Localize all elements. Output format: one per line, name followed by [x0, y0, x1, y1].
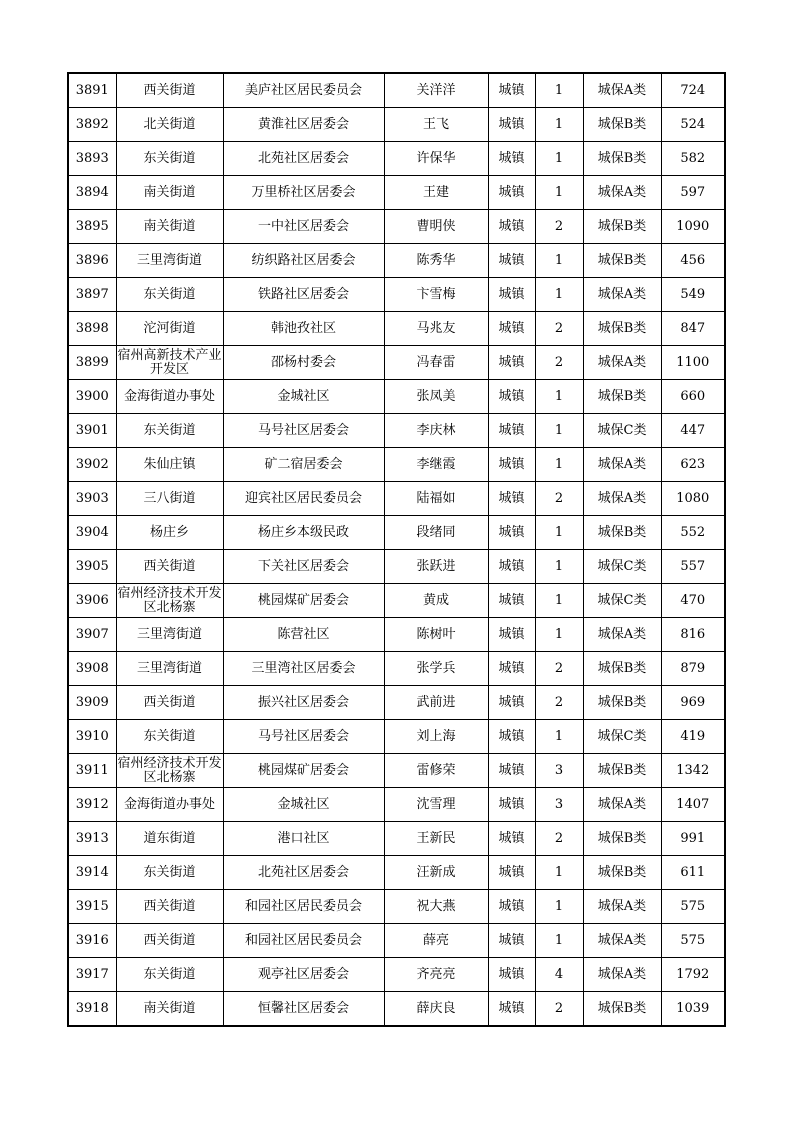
- street-office-cell: 宿州经济技术开发区北杨寨: [116, 754, 223, 788]
- street-office-cell: 西关街道: [116, 686, 223, 720]
- community-cell: 一中社区居委会: [223, 210, 384, 244]
- household-count-cell: 1: [535, 618, 583, 652]
- person-name-cell: 祝大燕: [384, 890, 488, 924]
- household-count-cell: 1: [535, 550, 583, 584]
- person-name-cell: 卞雪梅: [384, 278, 488, 312]
- record-number-cell: 3895: [68, 210, 116, 244]
- community-cell: 三里湾社区居委会: [223, 652, 384, 686]
- record-number-cell: 3908: [68, 652, 116, 686]
- community-cell: 和园社区居民委员会: [223, 890, 384, 924]
- record-number-cell: 3891: [68, 73, 116, 108]
- street-office-cell: 东关街道: [116, 856, 223, 890]
- amount-cell: 549: [661, 278, 725, 312]
- person-name-cell: 王飞: [384, 108, 488, 142]
- person-name-cell: 李继霞: [384, 448, 488, 482]
- table-row: [68, 176, 725, 210]
- community-cell: 迎宾社区居民委员会: [223, 482, 384, 516]
- community-cell: 北苑社区居委会: [223, 856, 384, 890]
- table-row: [68, 346, 725, 380]
- household-count-cell: 1: [535, 448, 583, 482]
- table-row: [68, 992, 725, 1027]
- amount-cell: 623: [661, 448, 725, 482]
- person-name-cell: 许保华: [384, 142, 488, 176]
- community-cell: 美庐社区居民委员会: [223, 73, 384, 108]
- table-row: [68, 754, 725, 788]
- record-number-cell: 3912: [68, 788, 116, 822]
- area-type-cell: 城镇: [488, 312, 535, 346]
- household-count-cell: 1: [535, 142, 583, 176]
- household-count-cell: 2: [535, 210, 583, 244]
- assistance-category-cell: 城保A类: [583, 482, 661, 516]
- assistance-category-cell: 城保B类: [583, 652, 661, 686]
- table-row: [68, 414, 725, 448]
- community-cell: 金城社区: [223, 788, 384, 822]
- assistance-category-cell: 城保B类: [583, 754, 661, 788]
- community-cell: 和园社区居民委员会: [223, 924, 384, 958]
- person-name-cell: 冯春雷: [384, 346, 488, 380]
- person-name-cell: 关洋洋: [384, 73, 488, 108]
- assistance-category-cell: 城保C类: [583, 584, 661, 618]
- table-row: [68, 142, 725, 176]
- person-name-cell: 薛亮: [384, 924, 488, 958]
- assistance-category-cell: 城保A类: [583, 788, 661, 822]
- assistance-category-cell: 城保B类: [583, 108, 661, 142]
- area-type-cell: 城镇: [488, 142, 535, 176]
- household-count-cell: 3: [535, 788, 583, 822]
- amount-cell: 879: [661, 652, 725, 686]
- assistance-category-cell: 城保A类: [583, 924, 661, 958]
- area-type-cell: 城镇: [488, 890, 535, 924]
- area-type-cell: 城镇: [488, 244, 535, 278]
- amount-cell: 582: [661, 142, 725, 176]
- table-row: [68, 652, 725, 686]
- person-name-cell: 王建: [384, 176, 488, 210]
- community-cell: 陈营社区: [223, 618, 384, 652]
- amount-cell: 557: [661, 550, 725, 584]
- street-office-cell: 南关街道: [116, 210, 223, 244]
- assistance-category-cell: 城保A类: [583, 278, 661, 312]
- household-count-cell: 2: [535, 686, 583, 720]
- community-cell: 港口社区: [223, 822, 384, 856]
- assistance-category-cell: 城保B类: [583, 856, 661, 890]
- area-type-cell: 城镇: [488, 992, 535, 1027]
- household-count-cell: 1: [535, 516, 583, 550]
- amount-cell: 552: [661, 516, 725, 550]
- person-name-cell: 马兆友: [384, 312, 488, 346]
- assistance-category-cell: 城保A类: [583, 176, 661, 210]
- street-office-cell: 宿州经济技术开发区北杨寨: [116, 584, 223, 618]
- record-number-cell: 3909: [68, 686, 116, 720]
- amount-cell: 575: [661, 890, 725, 924]
- table-row: [68, 448, 725, 482]
- person-name-cell: 雷修荣: [384, 754, 488, 788]
- assistance-category-cell: 城保B类: [583, 380, 661, 414]
- person-name-cell: 刘上海: [384, 720, 488, 754]
- street-office-cell: 朱仙庄镇: [116, 448, 223, 482]
- amount-cell: 1100: [661, 346, 725, 380]
- street-office-cell: 东关街道: [116, 958, 223, 992]
- person-name-cell: 武前进: [384, 686, 488, 720]
- record-number-cell: 3916: [68, 924, 116, 958]
- person-name-cell: 曹明侠: [384, 210, 488, 244]
- table-row: [68, 788, 725, 822]
- amount-cell: 575: [661, 924, 725, 958]
- street-office-cell: 西关街道: [116, 924, 223, 958]
- area-type-cell: 城镇: [488, 73, 535, 108]
- record-number-cell: 3899: [68, 346, 116, 380]
- record-number-cell: 3894: [68, 176, 116, 210]
- area-type-cell: 城镇: [488, 788, 535, 822]
- table-row: [68, 312, 725, 346]
- table-row: [68, 380, 725, 414]
- street-office-cell: 北关街道: [116, 108, 223, 142]
- assistance-category-cell: 城保B类: [583, 210, 661, 244]
- record-number-cell: 3915: [68, 890, 116, 924]
- table-row: [68, 686, 725, 720]
- community-cell: 杨庄乡本级民政: [223, 516, 384, 550]
- street-office-cell: 三里湾街道: [116, 244, 223, 278]
- street-office-cell: 南关街道: [116, 992, 223, 1027]
- area-type-cell: 城镇: [488, 584, 535, 618]
- community-cell: 桃园煤矿居委会: [223, 754, 384, 788]
- street-office-cell: 三八街道: [116, 482, 223, 516]
- amount-cell: 660: [661, 380, 725, 414]
- household-count-cell: 1: [535, 73, 583, 108]
- community-cell: 桃园煤矿居委会: [223, 584, 384, 618]
- area-type-cell: 城镇: [488, 448, 535, 482]
- assistance-category-cell: 城保B类: [583, 142, 661, 176]
- amount-cell: 1080: [661, 482, 725, 516]
- record-number-cell: 3896: [68, 244, 116, 278]
- record-number-cell: 3917: [68, 958, 116, 992]
- assistance-category-cell: 城保A类: [583, 73, 661, 108]
- area-type-cell: 城镇: [488, 720, 535, 754]
- street-office-cell: 宿州高新技术产业开发区: [116, 346, 223, 380]
- household-count-cell: 2: [535, 822, 583, 856]
- record-number-cell: 3910: [68, 720, 116, 754]
- area-type-cell: 城镇: [488, 108, 535, 142]
- assistance-category-cell: 城保B类: [583, 822, 661, 856]
- street-office-cell: 金海街道办事处: [116, 380, 223, 414]
- record-number-cell: 3903: [68, 482, 116, 516]
- street-office-cell: 金海街道办事处: [116, 788, 223, 822]
- person-name-cell: 齐亮亮: [384, 958, 488, 992]
- household-count-cell: 2: [535, 312, 583, 346]
- community-cell: 马号社区居委会: [223, 720, 384, 754]
- person-name-cell: 陆福如: [384, 482, 488, 516]
- assistance-category-cell: 城保B类: [583, 312, 661, 346]
- household-count-cell: 1: [535, 278, 583, 312]
- table-body: [68, 73, 725, 1026]
- household-count-cell: 1: [535, 176, 583, 210]
- record-number-cell: 3904: [68, 516, 116, 550]
- assistance-category-cell: 城保A类: [583, 448, 661, 482]
- record-number-cell: 3902: [68, 448, 116, 482]
- household-count-cell: 4: [535, 958, 583, 992]
- record-number-cell: 3901: [68, 414, 116, 448]
- table-row: [68, 210, 725, 244]
- record-number-cell: 3898: [68, 312, 116, 346]
- person-name-cell: 段绪同: [384, 516, 488, 550]
- amount-cell: 1039: [661, 992, 725, 1027]
- street-office-cell: 东关街道: [116, 142, 223, 176]
- record-number-cell: 3893: [68, 142, 116, 176]
- table-row: [68, 958, 725, 992]
- area-type-cell: 城镇: [488, 278, 535, 312]
- area-type-cell: 城镇: [488, 414, 535, 448]
- community-cell: 观亭社区居委会: [223, 958, 384, 992]
- amount-cell: 419: [661, 720, 725, 754]
- amount-cell: 1342: [661, 754, 725, 788]
- amount-cell: 1407: [661, 788, 725, 822]
- person-name-cell: 张跃进: [384, 550, 488, 584]
- street-office-cell: 东关街道: [116, 720, 223, 754]
- household-count-cell: 1: [535, 244, 583, 278]
- household-count-cell: 2: [535, 482, 583, 516]
- household-count-cell: 1: [535, 380, 583, 414]
- area-type-cell: 城镇: [488, 686, 535, 720]
- person-name-cell: 黄成: [384, 584, 488, 618]
- assistance-category-cell: 城保A类: [583, 346, 661, 380]
- street-office-cell: 沱河街道: [116, 312, 223, 346]
- record-number-cell: 3914: [68, 856, 116, 890]
- area-type-cell: 城镇: [488, 754, 535, 788]
- area-type-cell: 城镇: [488, 210, 535, 244]
- amount-cell: 524: [661, 108, 725, 142]
- area-type-cell: 城镇: [488, 924, 535, 958]
- assistance-category-cell: 城保B类: [583, 686, 661, 720]
- person-name-cell: 李庆林: [384, 414, 488, 448]
- person-name-cell: 沈雪理: [384, 788, 488, 822]
- amount-cell: 611: [661, 856, 725, 890]
- community-cell: 下关社区居委会: [223, 550, 384, 584]
- table-row: [68, 856, 725, 890]
- household-count-cell: 1: [535, 924, 583, 958]
- household-count-cell: 3: [535, 754, 583, 788]
- community-cell: 金城社区: [223, 380, 384, 414]
- area-type-cell: 城镇: [488, 652, 535, 686]
- household-count-cell: 1: [535, 584, 583, 618]
- household-count-cell: 1: [535, 890, 583, 924]
- street-office-cell: 西关街道: [116, 550, 223, 584]
- assistance-category-cell: 城保A类: [583, 618, 661, 652]
- street-office-cell: 西关街道: [116, 890, 223, 924]
- street-office-cell: 杨庄乡: [116, 516, 223, 550]
- community-cell: 铁路社区居委会: [223, 278, 384, 312]
- street-office-cell: 东关街道: [116, 414, 223, 448]
- household-count-cell: 1: [535, 856, 583, 890]
- table-row: [68, 924, 725, 958]
- area-type-cell: 城镇: [488, 958, 535, 992]
- area-type-cell: 城镇: [488, 482, 535, 516]
- household-count-cell: 2: [535, 992, 583, 1027]
- community-cell: 矿二宿居委会: [223, 448, 384, 482]
- record-number-cell: 3900: [68, 380, 116, 414]
- street-office-cell: 南关街道: [116, 176, 223, 210]
- area-type-cell: 城镇: [488, 176, 535, 210]
- record-number-cell: 3906: [68, 584, 116, 618]
- area-type-cell: 城镇: [488, 822, 535, 856]
- assistance-category-cell: 城保A类: [583, 958, 661, 992]
- community-cell: 黄淮社区居委会: [223, 108, 384, 142]
- household-count-cell: 1: [535, 414, 583, 448]
- record-number-cell: 3911: [68, 754, 116, 788]
- table-row: [68, 584, 725, 618]
- household-count-cell: 2: [535, 652, 583, 686]
- household-count-cell: 1: [535, 720, 583, 754]
- table-row: [68, 278, 725, 312]
- amount-cell: 847: [661, 312, 725, 346]
- amount-cell: 1090: [661, 210, 725, 244]
- assistance-category-cell: 城保B类: [583, 992, 661, 1027]
- assistance-category-cell: 城保C类: [583, 720, 661, 754]
- amount-cell: 991: [661, 822, 725, 856]
- table-row: [68, 516, 725, 550]
- area-type-cell: 城镇: [488, 516, 535, 550]
- community-cell: 韩池孜社区: [223, 312, 384, 346]
- table-row: [68, 482, 725, 516]
- person-name-cell: 张学兵: [384, 652, 488, 686]
- person-name-cell: 陈秀华: [384, 244, 488, 278]
- assistance-category-cell: 城保C类: [583, 414, 661, 448]
- table-row: [68, 618, 725, 652]
- community-cell: 万里桥社区居委会: [223, 176, 384, 210]
- table-row: [68, 108, 725, 142]
- area-type-cell: 城镇: [488, 346, 535, 380]
- table-row: [68, 822, 725, 856]
- record-number-cell: 3913: [68, 822, 116, 856]
- table-row: [68, 720, 725, 754]
- area-type-cell: 城镇: [488, 550, 535, 584]
- person-name-cell: 张凤美: [384, 380, 488, 414]
- amount-cell: 597: [661, 176, 725, 210]
- person-name-cell: 陈树叶: [384, 618, 488, 652]
- table-row: [68, 73, 725, 108]
- street-office-cell: 三里湾街道: [116, 652, 223, 686]
- assistance-category-cell: 城保B类: [583, 516, 661, 550]
- person-name-cell: 薛庆良: [384, 992, 488, 1027]
- record-number-cell: 3905: [68, 550, 116, 584]
- household-count-cell: 1: [535, 108, 583, 142]
- table-row: [68, 890, 725, 924]
- amount-cell: 816: [661, 618, 725, 652]
- area-type-cell: 城镇: [488, 380, 535, 414]
- record-number-cell: 3892: [68, 108, 116, 142]
- assistance-category-cell: 城保B类: [583, 244, 661, 278]
- record-number-cell: 3897: [68, 278, 116, 312]
- household-roster-table: [67, 72, 726, 1027]
- record-number-cell: 3907: [68, 618, 116, 652]
- community-cell: 恒馨社区居委会: [223, 992, 384, 1027]
- assistance-category-cell: 城保C类: [583, 550, 661, 584]
- assistance-category-cell: 城保A类: [583, 890, 661, 924]
- street-office-cell: 道东街道: [116, 822, 223, 856]
- amount-cell: 456: [661, 244, 725, 278]
- table-row: [68, 244, 725, 278]
- community-cell: 北苑社区居委会: [223, 142, 384, 176]
- street-office-cell: 东关街道: [116, 278, 223, 312]
- amount-cell: 447: [661, 414, 725, 448]
- household-count-cell: 2: [535, 346, 583, 380]
- community-cell: 纺织路社区居委会: [223, 244, 384, 278]
- amount-cell: 1792: [661, 958, 725, 992]
- record-number-cell: 3918: [68, 992, 116, 1027]
- area-type-cell: 城镇: [488, 618, 535, 652]
- community-cell: 振兴社区居委会: [223, 686, 384, 720]
- community-cell: 马号社区居委会: [223, 414, 384, 448]
- person-name-cell: 王新民: [384, 822, 488, 856]
- street-office-cell: 西关街道: [116, 73, 223, 108]
- amount-cell: 470: [661, 584, 725, 618]
- table-row: [68, 550, 725, 584]
- community-cell: 邵杨村委会: [223, 346, 384, 380]
- person-name-cell: 汪新成: [384, 856, 488, 890]
- amount-cell: 724: [661, 73, 725, 108]
- area-type-cell: 城镇: [488, 856, 535, 890]
- amount-cell: 969: [661, 686, 725, 720]
- street-office-cell: 三里湾街道: [116, 618, 223, 652]
